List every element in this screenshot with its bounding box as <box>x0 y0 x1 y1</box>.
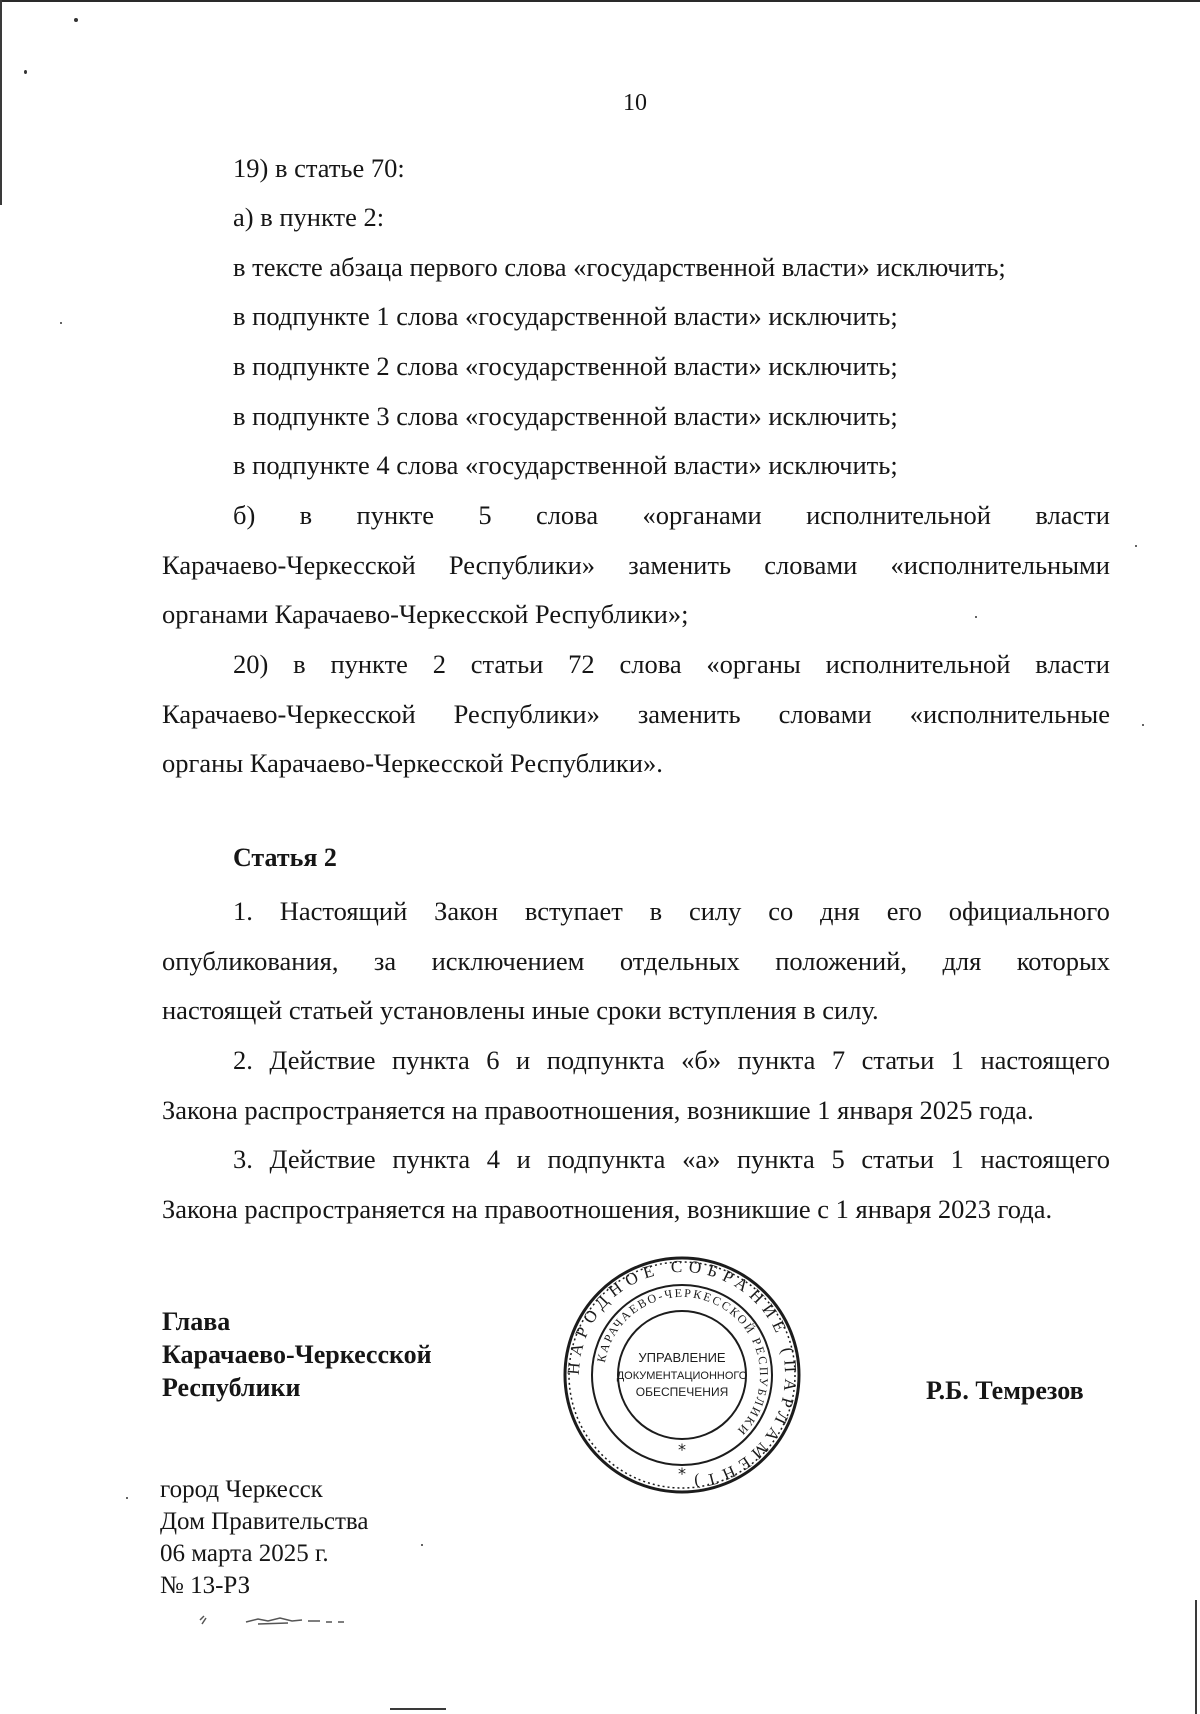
justified-word: слова <box>535 500 599 530</box>
signatory-title-line: Республики <box>162 1373 301 1402</box>
justified-word: настоящего <box>980 1045 1110 1075</box>
justified-word: б) <box>233 500 256 530</box>
item-19-subitem-b-line2 <box>162 549 1110 581</box>
justified-word: пункте <box>356 500 434 530</box>
justified-word: положений, <box>775 946 907 976</box>
justified-word: слова <box>619 649 682 679</box>
item-19-a-line: в подпункте 1 слова «государственной власти» исключить; <box>233 301 898 331</box>
scan-smudge <box>198 1612 378 1628</box>
justified-word: опубликования, <box>162 946 339 976</box>
justified-word: в <box>649 896 663 926</box>
justified-word: за <box>373 946 397 976</box>
item-20-line3: органы Карачаево-Черкесской Республики». <box>162 748 663 778</box>
justified-word: 1. <box>233 896 253 926</box>
scan-speck <box>24 70 27 74</box>
article-2-p1-line1 <box>233 895 1110 927</box>
justified-word: 4 <box>486 1144 501 1174</box>
item-20-line2 <box>162 698 1110 730</box>
seal-center-line: УПРАВЛЕНИЕ <box>638 1350 726 1365</box>
place-city: город Черкесск <box>160 1476 323 1503</box>
justified-word: Карачаево-Черкесской <box>162 550 416 580</box>
justified-word: подпункта <box>546 1045 665 1075</box>
justified-word: Закон <box>434 896 499 926</box>
item-19-subitem-b-line3: органами Карачаево-Черкесской Республики»; <box>162 599 689 629</box>
justified-word: исключением <box>431 946 585 976</box>
justified-word: власти <box>1035 649 1110 679</box>
justified-word: «органами <box>642 500 762 530</box>
justified-word: заменить <box>637 699 741 729</box>
official-seal-stamp <box>562 1255 802 1495</box>
justified-word: 2. <box>233 1045 253 1075</box>
article-2-p2-line1 <box>233 1044 1110 1076</box>
item-19-a-line: в подпункте 3 слова «государственной власти» исключить; <box>233 401 898 431</box>
justified-word: Действие <box>269 1045 376 1075</box>
seal-center-line: ДОКУМЕНТАЦИОННОГО <box>616 1370 748 1382</box>
scan-edge-right <box>1195 1600 1197 1714</box>
justified-word: 20) <box>233 649 269 679</box>
item-19-title: 19) в статье 70: <box>233 153 405 183</box>
justified-word: пункта <box>392 1045 470 1075</box>
scan-speck <box>74 18 78 22</box>
justified-word: «а» <box>682 1144 721 1174</box>
justified-word: 1 <box>950 1045 964 1075</box>
article-2-p1-line2 <box>162 945 1110 977</box>
justified-word: «органы <box>706 649 801 679</box>
seal-star: * <box>678 1440 686 1459</box>
page-number: 10 <box>623 90 647 116</box>
seal-outer-ring-text: НАРОДНОЕ СОБРАНИЕ (ПАРЛАМЕНТ) <box>563 1256 801 1493</box>
article-2-heading: Статья 2 <box>233 843 337 872</box>
justified-word: Карачаево-Черкесской <box>162 699 416 729</box>
scan-edge-top <box>0 0 1200 2</box>
justified-word: со <box>768 896 794 926</box>
justified-word: 3. <box>233 1144 253 1174</box>
justified-word: и <box>516 1144 531 1174</box>
seal-inner-ring-text: КАРАЧАЕВО-ЧЕРКЕССКОЙ РЕСПУБЛИКИ <box>594 1285 772 1440</box>
justified-word: в <box>293 649 306 679</box>
justified-word: Действие <box>269 1144 376 1174</box>
scan-speck <box>421 1544 423 1546</box>
justified-word: 7 <box>831 1045 846 1075</box>
signatory-title-line: Глава <box>162 1307 231 1336</box>
justified-word: отдельных <box>619 946 740 976</box>
place-building: Дом Правительства <box>160 1508 369 1535</box>
justified-word: исполнительной <box>825 649 1011 679</box>
justified-word: 1 <box>950 1144 964 1174</box>
justified-word: официального <box>948 896 1110 926</box>
document-date: 06 марта 2025 г. <box>160 1540 329 1567</box>
justified-word: и <box>516 1045 531 1075</box>
article-2-p3-line1 <box>233 1143 1110 1175</box>
seal-center-line: ОБЕСПЕЧЕНИЯ <box>635 1385 729 1399</box>
justified-word: 72 <box>568 649 595 679</box>
seal-graphic <box>562 1255 802 1495</box>
item-19-a-line: в подпункте 4 слова «государственной власти» исключить; <box>233 450 898 480</box>
justified-word: 5 <box>478 500 492 530</box>
justified-word: власти <box>1035 500 1110 530</box>
justified-word: исполнительной <box>806 500 991 530</box>
justified-word: Настоящий <box>279 896 408 926</box>
scan-speck <box>60 322 62 324</box>
item-19-subitem-a: а) в пункте 2: <box>233 202 385 232</box>
justified-word: статьи <box>861 1045 935 1075</box>
justified-word: 6 <box>486 1045 500 1075</box>
article-2-p3-line2: Закона распространяется на правоотношения, возникшие с 1 января 2023 года. <box>162 1194 1053 1224</box>
justified-word: «исполнительными <box>890 550 1110 580</box>
document-number: № 13-РЗ <box>160 1572 251 1599</box>
justified-word: настоящего <box>980 1144 1110 1174</box>
justified-word: «исполнительные <box>909 699 1110 729</box>
justified-word: 2 <box>432 649 446 679</box>
scan-speck <box>1142 724 1144 726</box>
justified-word: пункте <box>330 649 408 679</box>
justified-word: дня <box>820 896 860 926</box>
justified-word: для <box>942 946 982 976</box>
item-19-a-line: в подпункте 2 слова «государственной власти» исключить; <box>233 351 898 381</box>
justified-word: статьи <box>861 1144 934 1174</box>
justified-word: Республики» <box>448 550 596 580</box>
scan-edge-bottom <box>390 1708 446 1710</box>
justified-word: силу <box>688 896 742 926</box>
article-2-p1-line3: настоящей статьей установлены иные сроки вступления в силу. <box>162 995 879 1025</box>
justified-word: Республики» <box>453 699 600 729</box>
justified-word: «б» <box>681 1045 722 1075</box>
seal-star: * <box>678 1464 686 1483</box>
signatory-name: Р.Б. Темрезов <box>926 1376 1084 1405</box>
item-19-a-line: в тексте абзаца первого слова «государственной власти» исключить; <box>233 252 1006 282</box>
justified-word: словами <box>764 550 858 580</box>
justified-word: статьи <box>470 649 544 679</box>
justified-word: 5 <box>831 1144 845 1174</box>
signatory-title-line: Карачаево-Черкесской <box>162 1340 432 1369</box>
justified-word: пункта <box>737 1144 815 1174</box>
scan-speck <box>126 1497 128 1499</box>
justified-word: подпункта <box>547 1144 666 1174</box>
item-20-line1 <box>233 648 1110 680</box>
justified-word: пункта <box>392 1144 471 1174</box>
article-2-p2-line2: Закона распространяется на правоотношения, возникшие 1 января 2025 года. <box>162 1095 1034 1125</box>
justified-word: заменить <box>628 550 732 580</box>
justified-word: пункта <box>737 1045 816 1075</box>
justified-word: в <box>299 500 313 530</box>
scan-speck <box>1135 545 1137 547</box>
justified-word: его <box>886 896 922 926</box>
justified-word: которых <box>1016 946 1110 976</box>
scan-speck <box>975 616 977 618</box>
item-19-subitem-b-line1 <box>233 499 1110 531</box>
justified-word: словами <box>778 699 872 729</box>
justified-word: вступает <box>524 896 623 926</box>
